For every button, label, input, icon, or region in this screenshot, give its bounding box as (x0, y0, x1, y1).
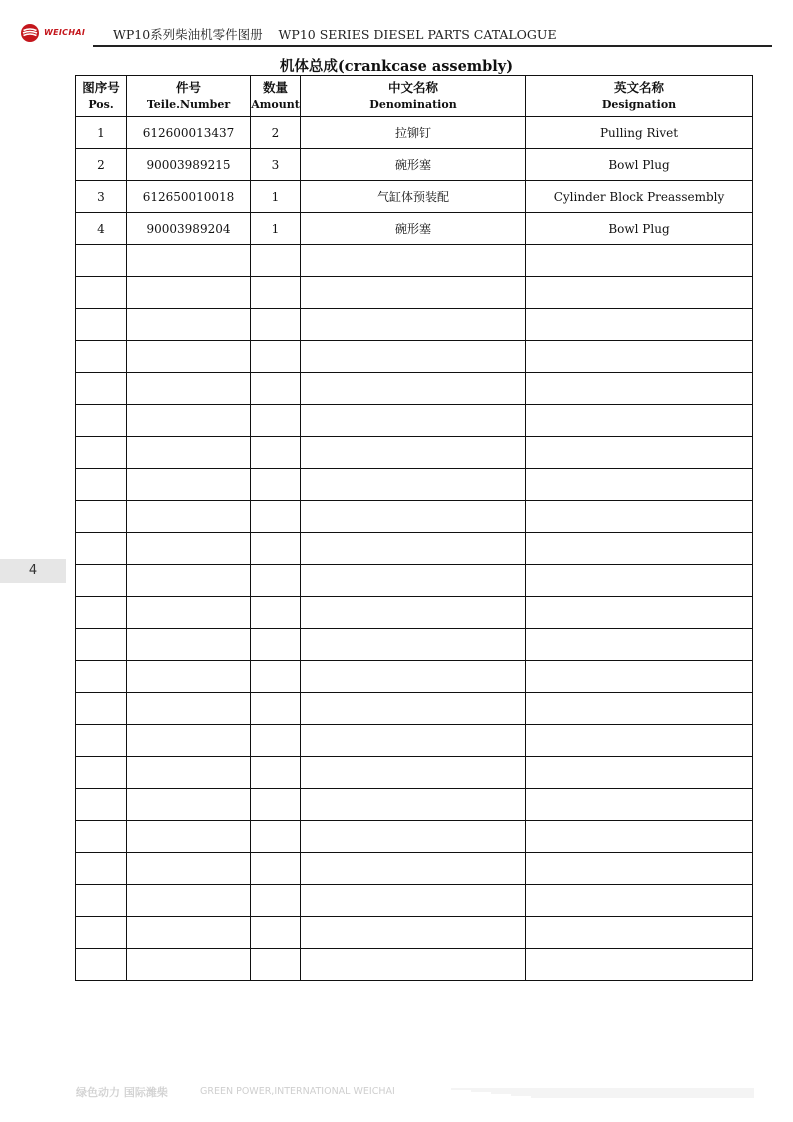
cell-denomination: 拉铆钉 (301, 117, 526, 149)
column-header-en: Denomination (369, 98, 457, 111)
empty-cell (301, 373, 526, 405)
empty-cell (127, 629, 251, 661)
empty-cell (76, 725, 127, 757)
cell-designation: Bowl Plug (526, 213, 753, 245)
empty-cell (251, 661, 301, 693)
empty-cell (301, 853, 526, 885)
table-row-empty (76, 661, 753, 693)
table-row-empty (76, 309, 753, 341)
empty-cell (301, 725, 526, 757)
empty-cell (127, 405, 251, 437)
empty-cell (76, 821, 127, 853)
empty-cell (526, 821, 753, 853)
table-row (76, 213, 753, 245)
empty-cell (301, 693, 526, 725)
cell-pos: 1 (76, 117, 127, 149)
empty-cell (251, 469, 301, 501)
empty-cell (526, 885, 753, 917)
empty-cell (526, 693, 753, 725)
empty-cell (251, 629, 301, 661)
page-header (18, 18, 754, 46)
header-rule (93, 45, 772, 47)
table-row-empty (76, 405, 753, 437)
empty-cell (127, 469, 251, 501)
cell-part-number: 90003989204 (127, 213, 251, 245)
column-header-en: Teile.Number (146, 98, 231, 111)
empty-cell (301, 565, 526, 597)
table-row-empty (76, 245, 753, 277)
table-row-empty (76, 885, 753, 917)
empty-cell (127, 565, 251, 597)
empty-cell (76, 661, 127, 693)
column-header-en: Pos. (88, 98, 114, 111)
empty-cell (127, 917, 251, 949)
empty-cell (76, 917, 127, 949)
empty-cell (127, 661, 251, 693)
cell-amount: 3 (251, 149, 301, 181)
empty-cell (251, 437, 301, 469)
column-header-cn: 中文名称 (387, 80, 438, 95)
table-row-empty (76, 853, 753, 885)
empty-cell (76, 373, 127, 405)
empty-cell (526, 501, 753, 533)
empty-cell (76, 629, 127, 661)
footer-decoration (451, 1088, 754, 1098)
empty-cell (251, 277, 301, 309)
empty-cell (301, 501, 526, 533)
empty-cell (526, 469, 753, 501)
empty-cell (301, 661, 526, 693)
cell-denomination: 碗形塞 (301, 149, 526, 181)
empty-cell (301, 533, 526, 565)
empty-cell (127, 501, 251, 533)
empty-cell (127, 821, 251, 853)
empty-cell (76, 789, 127, 821)
empty-cell (301, 821, 526, 853)
cell-denomination: 气缸体预装配 (301, 181, 526, 213)
empty-cell (251, 949, 301, 981)
empty-cell (301, 949, 526, 981)
table-row-empty (76, 917, 753, 949)
empty-cell (127, 373, 251, 405)
table-row-empty (76, 469, 753, 501)
table-row-empty (76, 437, 753, 469)
column-header (127, 76, 251, 117)
empty-cell (301, 437, 526, 469)
column-header-en: Designation (601, 98, 677, 111)
table-row-empty (76, 949, 753, 981)
empty-cell (127, 789, 251, 821)
empty-cell (251, 309, 301, 341)
empty-cell (526, 565, 753, 597)
empty-cell (76, 693, 127, 725)
brand-name: WEICHAI (44, 28, 86, 37)
empty-cell (526, 757, 753, 789)
cell-pos: 4 (76, 213, 127, 245)
empty-cell (251, 917, 301, 949)
empty-cell (526, 341, 753, 373)
cell-amount: 1 (251, 213, 301, 245)
empty-cell (127, 949, 251, 981)
table-row-empty (76, 725, 753, 757)
empty-cell (301, 341, 526, 373)
empty-cell (526, 245, 753, 277)
page-number: 4 (0, 559, 66, 583)
empty-cell (301, 917, 526, 949)
empty-cell (526, 277, 753, 309)
column-header (251, 76, 301, 117)
empty-cell (526, 949, 753, 981)
empty-cell (301, 405, 526, 437)
empty-cell (76, 309, 127, 341)
empty-cell (301, 277, 526, 309)
empty-cell (251, 501, 301, 533)
column-header (301, 76, 526, 117)
empty-cell (76, 853, 127, 885)
empty-cell (127, 597, 251, 629)
column-header-cn: 件号 (175, 80, 201, 95)
cell-designation: Bowl Plug (526, 149, 753, 181)
table-row-empty (76, 565, 753, 597)
table-row-empty (76, 693, 753, 725)
cell-denomination: 碗形塞 (301, 213, 526, 245)
empty-cell (251, 533, 301, 565)
column-header-cn: 数量 (262, 80, 288, 95)
cell-part-number: 90003989215 (127, 149, 251, 181)
table-row-empty (76, 341, 753, 373)
empty-cell (127, 533, 251, 565)
empty-cell (76, 501, 127, 533)
table-row (76, 117, 753, 149)
parts-table-header (76, 76, 753, 117)
empty-cell (526, 533, 753, 565)
table-row-empty (76, 629, 753, 661)
empty-cell (76, 469, 127, 501)
empty-cell (76, 405, 127, 437)
empty-cell (526, 405, 753, 437)
empty-cell (251, 821, 301, 853)
column-header-cn: 图序号 (82, 80, 120, 95)
empty-cell (251, 757, 301, 789)
column-header-cn: 英文名称 (613, 80, 664, 95)
empty-cell (76, 341, 127, 373)
empty-cell (526, 309, 753, 341)
catalogue-title: WP10系列柴油机零件图册 WP10 SERIES DIESEL PARTS CATALOGUE (113, 27, 557, 42)
empty-cell (526, 437, 753, 469)
empty-cell (76, 533, 127, 565)
empty-cell (76, 565, 127, 597)
empty-cell (301, 885, 526, 917)
empty-cell (127, 853, 251, 885)
empty-cell (251, 853, 301, 885)
cell-pos: 3 (76, 181, 127, 213)
empty-cell (301, 789, 526, 821)
empty-cell (127, 693, 251, 725)
empty-cell (301, 469, 526, 501)
empty-cell (251, 885, 301, 917)
empty-cell (76, 437, 127, 469)
table-row-empty (76, 373, 753, 405)
empty-cell (526, 597, 753, 629)
empty-cell (301, 245, 526, 277)
parts-table-body (76, 117, 753, 981)
empty-cell (127, 341, 251, 373)
empty-cell (301, 309, 526, 341)
weichai-logo-icon (20, 23, 40, 43)
empty-cell (526, 725, 753, 757)
empty-cell (76, 597, 127, 629)
empty-cell (76, 757, 127, 789)
empty-cell (251, 341, 301, 373)
table-row-empty (76, 821, 753, 853)
cell-pos: 2 (76, 149, 127, 181)
column-header-en: Amount (251, 98, 300, 111)
cell-part-number: 612650010018 (127, 181, 251, 213)
column-header (76, 76, 127, 117)
empty-cell (127, 885, 251, 917)
empty-cell (251, 597, 301, 629)
empty-cell (251, 245, 301, 277)
cell-part-number: 612600013437 (127, 117, 251, 149)
empty-cell (76, 949, 127, 981)
empty-cell (526, 789, 753, 821)
footer-slogan-en: GREEN POWER,INTERNATIONAL WEICHAI (200, 1086, 395, 1097)
table-row-empty (76, 597, 753, 629)
empty-cell (301, 597, 526, 629)
empty-cell (251, 405, 301, 437)
empty-cell (526, 373, 753, 405)
empty-cell (76, 885, 127, 917)
empty-cell (251, 789, 301, 821)
empty-cell (251, 565, 301, 597)
empty-cell (76, 245, 127, 277)
page-footer (76, 1082, 754, 1102)
table-row-empty (76, 533, 753, 565)
empty-cell (127, 437, 251, 469)
empty-cell (251, 373, 301, 405)
empty-cell (526, 661, 753, 693)
table-row (76, 181, 753, 213)
cell-amount: 1 (251, 181, 301, 213)
cell-amount: 2 (251, 117, 301, 149)
table-row-empty (76, 277, 753, 309)
empty-cell (526, 853, 753, 885)
table-row-empty (76, 789, 753, 821)
table-row-empty (76, 501, 753, 533)
empty-cell (127, 309, 251, 341)
empty-cell (526, 917, 753, 949)
empty-cell (301, 629, 526, 661)
footer-slogan-cn: 绿色动力 国际潍柴 (76, 1086, 168, 1099)
empty-cell (251, 693, 301, 725)
empty-cell (301, 757, 526, 789)
table-row-empty (76, 757, 753, 789)
empty-cell (251, 725, 301, 757)
section-title: 机体总成(crankcase assembly) (279, 58, 514, 75)
table-row (76, 149, 753, 181)
parts-table (75, 75, 753, 981)
cell-designation: Cylinder Block Preassembly (526, 181, 753, 213)
empty-cell (76, 277, 127, 309)
empty-cell (526, 629, 753, 661)
column-header (526, 76, 753, 117)
empty-cell (127, 725, 251, 757)
empty-cell (127, 277, 251, 309)
empty-cell (127, 245, 251, 277)
empty-cell (127, 757, 251, 789)
cell-designation: Pulling Rivet (526, 117, 753, 149)
